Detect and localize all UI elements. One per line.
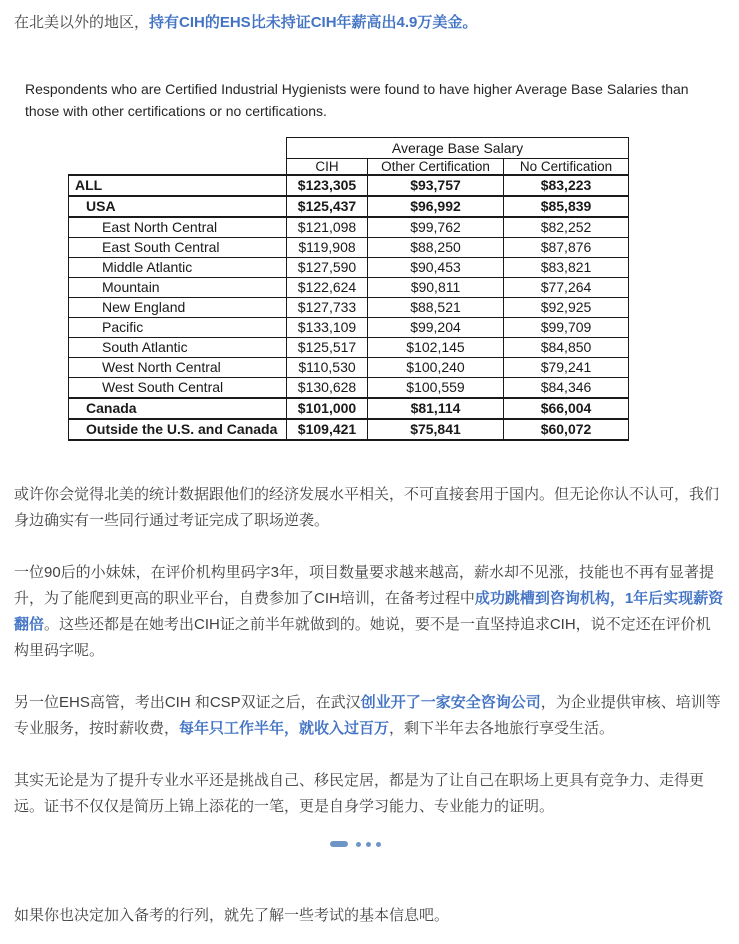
row-label: Mountain (69, 278, 287, 298)
body-text: ，为企业提供审核、培训等专业服务，按时薪收费， (14, 694, 721, 737)
column-header: Other Certification (368, 159, 504, 176)
salary-value: $90,811 (368, 278, 504, 298)
caption-line-2: those with other certifications or no certifications. (25, 102, 327, 119)
salary-value: $101,000 (287, 398, 368, 419)
table-row (69, 196, 629, 217)
salary-value: $88,250 (368, 238, 504, 258)
salary-value: $125,517 (287, 338, 368, 358)
table-corner-blank (69, 159, 287, 176)
salary-value: $123,305 (287, 175, 368, 196)
salary-value: $102,145 (368, 338, 504, 358)
salary-value: $122,624 (287, 278, 368, 298)
row-label: ALL (69, 175, 287, 196)
salary-value: $88,521 (368, 298, 504, 318)
salary-figure (0, 79, 739, 441)
paragraph (14, 690, 725, 742)
table-row (69, 175, 629, 196)
intro-highlight: 持有CIH的EHS比未持证CIH年薪高出4.9万美金。 (149, 14, 478, 31)
caption-line-1: Respondents who are Certified Industrial Hygienists were found to have higher Average Base Salaries than (25, 81, 689, 97)
salary-value: $87,876 (504, 238, 629, 258)
column-header: CIH (287, 159, 368, 176)
row-label: Canada (69, 398, 287, 419)
table-row (69, 278, 629, 298)
salary-value: $75,841 (368, 419, 504, 440)
row-label: USA (69, 196, 287, 217)
divider-dash-icon (330, 841, 348, 847)
salary-value: $83,223 (504, 175, 629, 196)
table-row (69, 298, 629, 318)
salary-value: $99,709 (504, 318, 629, 338)
column-header: No Certification (504, 159, 629, 176)
table-corner-blank (69, 138, 287, 159)
emphasis-text: 每年只工作半年，就收入过百万 (179, 720, 390, 737)
salary-value: $77,264 (504, 278, 629, 298)
body-text: 其实无论是为了提升专业水平还是挑战自己、移民定居，都是为了让自己在职场上更具有竞争力、走得更远。证书不仅仅是简历上锦上添花的一笔，更是自身学习能力、专业能力的证明。 (14, 772, 705, 815)
body-text: 或许你会觉得北美的统计数据跟他们的经济发展水平相关，不可直接套用于国内。但无论你认不认可，我们身边确实有一些同行通过考证完成了职场逆袭。 (14, 486, 720, 529)
salary-value: $85,839 (504, 196, 629, 217)
salary-value: $83,821 (504, 258, 629, 278)
salary-value: $99,762 (368, 217, 504, 238)
salary-value: $93,757 (368, 175, 504, 196)
table-group-header: Average Base Salary (287, 138, 629, 159)
salary-value: $81,114 (368, 398, 504, 419)
row-label: Pacific (69, 318, 287, 338)
emphasis-text: 创业开了一家安全咨询公司 (360, 694, 541, 711)
salary-value: $90,453 (368, 258, 504, 278)
salary-value: $92,925 (504, 298, 629, 318)
salary-value: $99,204 (368, 318, 504, 338)
salary-table (68, 137, 629, 441)
salary-value: $119,908 (287, 238, 368, 258)
salary-value: $84,346 (504, 378, 629, 399)
paragraph (14, 768, 725, 820)
intro-line (14, 13, 725, 33)
row-label: West North Central (69, 358, 287, 378)
body-text: ，剩下半年去各地旅行享受生活。 (389, 720, 615, 737)
closing-line: 如果你也决定加入备考的行列，就先了解一些考试的基本信息吧。 (14, 907, 450, 924)
salary-value: $133,109 (287, 318, 368, 338)
salary-value: $127,590 (287, 258, 368, 278)
body-text: 。这些还都是在她考出CIH证之前半年就做到的。她说，要不是一直坚持追求CIH，说不定还在评价机构里码字呢。 (14, 616, 711, 659)
table-row (69, 419, 629, 440)
section-divider (0, 840, 725, 848)
intro-prefix: 在北美以外的地区， (14, 14, 150, 31)
body-text: 一位90后的小妹妹，在评价机构里码字3年，项目数量要求越来越高，薪水却不见涨，技能也不再有显著提升，为了能爬到更高的职业平台，自费参加了CIH培训，在备考过程中 (14, 564, 715, 607)
salary-value: $96,992 (368, 196, 504, 217)
table-row (69, 258, 629, 278)
paragraph (14, 560, 725, 664)
salary-value: $60,072 (504, 419, 629, 440)
salary-value: $127,733 (287, 298, 368, 318)
row-label: East South Central (69, 238, 287, 258)
row-label: New England (69, 298, 287, 318)
salary-value: $79,241 (504, 358, 629, 378)
salary-value: $66,004 (504, 398, 629, 419)
salary-value: $82,252 (504, 217, 629, 238)
divider-dot-icon (366, 842, 371, 847)
emphasis-text: 成功跳槽到咨询机构，1年后实现薪资翻倍 (14, 590, 724, 633)
salary-value: $84,850 (504, 338, 629, 358)
row-label: South Atlantic (69, 338, 287, 358)
body-text: 另一位EHS高管，考出CIH 和CSP双证之后，在武汉 (14, 694, 361, 711)
salary-value: $125,437 (287, 196, 368, 217)
article-paragraphs (14, 482, 725, 820)
paragraph (14, 482, 725, 534)
table-row (69, 217, 629, 238)
article-page (0, 13, 739, 944)
table-row (69, 238, 629, 258)
row-label: Outside the U.S. and Canada (69, 419, 287, 440)
table-row (69, 398, 629, 419)
divider-dot-icon (356, 842, 361, 847)
salary-value: $110,530 (287, 358, 368, 378)
salary-value: $130,628 (287, 378, 368, 399)
table-row (69, 338, 629, 358)
row-label: West South Central (69, 378, 287, 399)
salary-value: $109,421 (287, 419, 368, 440)
salary-value: $121,098 (287, 217, 368, 238)
salary-value: $100,559 (368, 378, 504, 399)
table-row (69, 318, 629, 338)
row-label: East North Central (69, 217, 287, 238)
table-row (69, 358, 629, 378)
divider-dot-icon (376, 842, 381, 847)
table-row (69, 378, 629, 399)
row-label: Middle Atlantic (69, 258, 287, 278)
salary-value: $100,240 (368, 358, 504, 378)
salary-table-body (69, 138, 629, 441)
figure-caption (25, 79, 739, 122)
